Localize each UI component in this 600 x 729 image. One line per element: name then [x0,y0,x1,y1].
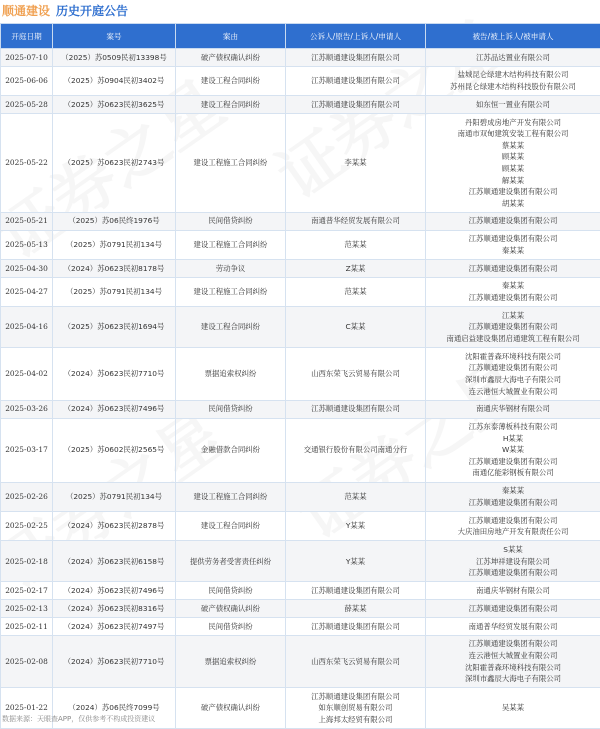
defendant-name: 连云港恒大城置业有限公司 [428,650,598,662]
table-row [1,635,600,688]
plaintiffs-cell [286,512,426,541]
defendants-cell [426,418,600,482]
plaintiff-name: 薛某某 [288,603,423,615]
table-row [1,600,600,618]
case-number: （2024）苏0623民初7710号 [53,348,176,401]
defendants-cell [426,617,600,635]
plaintiffs-cell [286,688,426,729]
plaintiff-name: 上海邦太经贸有限公司 [288,714,423,726]
data-source-note: 数据来源：天眼查APP，仅供参考不构成投资建议 [2,714,155,724]
table-row [1,512,600,541]
company-name: 顺通建设 [2,4,50,18]
column-header-defendants: 被告/被上诉人/被申请人 [426,24,600,49]
defendant-name: 江苏顺通建设集团有限公司 [428,638,598,650]
defendant-name: 深圳市鑫辰大海电子有限公司 [428,374,598,386]
hearing-date: 2025-05-21 [1,212,53,230]
table-body [1,49,600,729]
plaintiff-name: 如东顺创贸易有限公司 [288,702,423,714]
case-number: （2024）苏0623民初7497号 [53,617,176,635]
table-row [1,307,600,348]
defendant-name: 丹阳碧成房地产开发有限公司 [428,117,598,129]
hearing-announcements-table [0,23,600,729]
defendants-cell [426,635,600,688]
plaintiff-name: 范某某 [288,239,423,251]
plaintiffs-cell [286,212,426,230]
table-row [1,49,600,67]
defendant-name: 解某某 [428,175,598,187]
table-row [1,96,600,114]
hearing-date: 2025-02-26 [1,482,53,511]
defendants-cell [426,49,600,67]
defendant-name: 连云港恒大城置业有限公司 [428,386,598,398]
defendants-cell [426,482,600,511]
defendant-name: 南通市双甸建筑安装工程有限公司 [428,128,598,140]
defendant-name: 蔡某某 [428,140,598,152]
hearing-date: 2025-03-17 [1,418,53,482]
defendant-name: 南通普华经贸发展有限公司 [428,621,598,633]
defendants-cell [426,113,600,212]
defendants-cell [426,212,600,230]
defendants-cell [426,541,600,582]
defendant-name: 江苏顺通建设集团有限公司 [428,292,598,304]
case-cause: 破产债权确认纠纷 [176,688,286,729]
plaintiff-name: Z某某 [288,263,423,275]
defendants-cell [426,96,600,114]
case-number: （2025）苏0791民初134号 [53,277,176,306]
defendant-name: 江苏顺通建设集团有限公司 [428,515,598,527]
case-number: （2025）苏0623民初3625号 [53,96,176,114]
plaintiffs-cell [286,635,426,688]
plaintiff-name: 江苏顺通建设集团有限公司 [288,75,423,87]
case-number: （2025）苏0623民初1694号 [53,307,176,348]
defendant-name: 沈阳霍普森环境科技有限公司 [428,662,598,674]
defendant-name: 顾某某 [428,151,598,163]
defendant-name: S某某 [428,544,598,556]
defendant-name: 江苏顺通建设集团有限公司 [428,456,598,468]
hearing-date: 2025-02-25 [1,512,53,541]
case-cause: 建设工程合同纠纷 [176,96,286,114]
case-number: （2024）苏0623民初7496号 [53,582,176,600]
case-cause: 建设工程施工合同纠纷 [176,482,286,511]
case-number: （2025）苏0791民初134号 [53,482,176,511]
column-header-date: 开庭日期 [1,24,53,49]
hearing-date: 2025-06-06 [1,66,53,95]
case-cause: 建设工程施工合同纠纷 [176,230,286,259]
plaintiffs-cell [286,617,426,635]
hearing-date: 2025-05-28 [1,96,53,114]
hearing-date: 2025-02-18 [1,541,53,582]
section-title: 历史开庭公告 [56,4,128,18]
defendant-name: 秦某某 [428,485,598,497]
case-number: （2025）苏0623民初2743号 [53,113,176,212]
hearing-date: 2025-02-11 [1,617,53,635]
defendants-cell [426,260,600,278]
case-cause: 破产债权确认纠纷 [176,600,286,618]
defendants-cell [426,688,600,729]
defendant-name: 江苏坤祥建设有限公司 [428,556,598,568]
plaintiff-name: 李某某 [288,157,423,169]
plaintiff-name: 南通普华经贸发展有限公司 [288,215,423,227]
case-cause: 建设工程施工合同纠纷 [176,113,286,212]
plaintiff-name: 江苏顺通建设集团有限公司 [288,52,423,64]
case-number: （2024）苏0623民初7496号 [53,400,176,418]
defendants-cell [426,512,600,541]
defendant-name: 江某某 [428,310,598,322]
defendant-name: 胡某某 [428,198,598,210]
plaintiffs-cell [286,400,426,418]
case-number: （2025）苏0509民初13398号 [53,49,176,67]
defendant-name: 南通亿能彩钢板有限公司 [428,467,598,479]
defendant-name: 秦某某 [428,245,598,257]
defendants-cell [426,600,600,618]
defendants-cell [426,277,600,306]
defendant-name: 苏州昆仑绿建木结构科技股份有限公司 [428,81,598,93]
defendant-name: H某某 [428,433,598,445]
defendants-cell [426,307,600,348]
table-row [1,212,600,230]
defendant-name: 如东恒一置业有限公司 [428,99,598,111]
case-cause: 金融借款合同纠纷 [176,418,286,482]
plaintiffs-cell [286,418,426,482]
case-number: （2024）苏0623民初8178号 [53,260,176,278]
defendant-name: 江苏顺通建设集团有限公司 [428,263,598,275]
defendant-name: 南通庆华钢材有限公司 [428,403,598,415]
plaintiffs-cell [286,482,426,511]
plaintiffs-cell [286,582,426,600]
case-cause: 劳动争议 [176,260,286,278]
plaintiff-name: 江苏顺通建设集团有限公司 [288,585,423,597]
defendant-name: 江苏顺通建设集团有限公司 [428,186,598,198]
case-cause: 民间借贷纠纷 [176,212,286,230]
defendants-cell [426,582,600,600]
defendant-name: 江苏东泰薄板科技有限公司 [428,421,598,433]
plaintiffs-cell [286,49,426,67]
plaintiffs-cell [286,113,426,212]
hearing-date: 2025-04-02 [1,348,53,401]
case-cause: 建设工程合同纠纷 [176,512,286,541]
defendant-name: W某某 [428,444,598,456]
case-number: （2024）苏0623民初2878号 [53,512,176,541]
case-number: （2024）苏06民终7099号 [53,688,176,729]
case-number: （2024）苏0623民初8316号 [53,600,176,618]
plaintiffs-cell [286,600,426,618]
table-row [1,277,600,306]
case-number: （2025）苏06民终1976号 [53,212,176,230]
case-cause: 破产债权确认纠纷 [176,49,286,67]
case-cause: 票据追索权纠纷 [176,348,286,401]
plaintiffs-cell [286,307,426,348]
table-row [1,113,600,212]
plaintiff-name: Y某某 [288,556,423,568]
plaintiff-name: 范某某 [288,491,423,503]
hearing-date: 2025-05-13 [1,230,53,259]
table-row [1,66,600,95]
defendant-name: 南通启益建设集团启通建筑工程有限公司 [428,333,598,345]
plaintiffs-cell [286,260,426,278]
defendant-name: 吴某某 [428,702,598,714]
plaintiffs-cell [286,277,426,306]
column-header-cause: 案由 [176,24,286,49]
table-row [1,230,600,259]
plaintiff-name: 交通银行股份有限公司南通分行 [288,444,423,456]
plaintiff-name: Y某某 [288,520,423,532]
plaintiff-name: 江苏顺通建设集团有限公司 [288,621,423,633]
table-row [1,541,600,582]
hearing-date: 2025-04-27 [1,277,53,306]
plaintiff-name: 山西东荣飞云贸易有限公司 [288,656,423,668]
hearing-date: 2025-02-13 [1,600,53,618]
hearing-date: 2025-04-30 [1,260,53,278]
defendant-name: 江苏顺通建设集团有限公司 [428,321,598,333]
plaintiffs-cell [286,96,426,114]
table-row [1,348,600,401]
plaintiff-name: 山西东荣飞云贸易有限公司 [288,368,423,380]
hearing-date: 2025-02-08 [1,635,53,688]
defendant-name: 江苏顺通建设集团有限公司 [428,497,598,509]
plaintiff-name: 江苏顺通建设集团有限公司 [288,403,423,415]
plaintiffs-cell [286,230,426,259]
case-number: （2024）苏0623民初7710号 [53,635,176,688]
plaintiffs-cell [286,541,426,582]
defendant-name: 江苏顺通建设集团有限公司 [428,603,598,615]
defendant-name: 大庆油田房地产开发有限责任公司 [428,526,598,538]
table-row [1,400,600,418]
case-cause: 民间借贷纠纷 [176,582,286,600]
case-number: （2025）苏0791民初134号 [53,230,176,259]
case-number: （2025）苏0602民初2565号 [53,418,176,482]
case-cause: 提供劳务者受害责任纠纷 [176,541,286,582]
table-row [1,260,600,278]
case-cause: 民间借贷纠纷 [176,400,286,418]
column-header-plaintiffs: 公诉人/原告/上诉人/申请人 [286,24,426,49]
case-number: （2024）苏0623民初6158号 [53,541,176,582]
hearing-date: 2025-07-10 [1,49,53,67]
defendants-cell [426,400,600,418]
hearing-date: 2025-01-22 [1,688,53,729]
defendant-name: 江苏顺通建设集团有限公司 [428,362,598,374]
plaintiffs-cell [286,348,426,401]
plaintiff-name: 江苏顺通建设集团有限公司 [288,99,423,111]
case-cause: 建设工程合同纠纷 [176,66,286,95]
defendant-name: 江苏顺通建设集团有限公司 [428,567,598,579]
hearing-date: 2025-03-26 [1,400,53,418]
defendant-name: 秦某某 [428,280,598,292]
defendant-name: 江苏顺通建设集团有限公司 [428,233,598,245]
table-header-row [1,24,600,49]
column-header-case-no: 案号 [53,24,176,49]
table-row [1,582,600,600]
defendant-name: 盐城昆仑绿建木结构科技有限公司 [428,69,598,81]
defendant-name: 深圳市鑫辰大海电子有限公司 [428,673,598,685]
table-row [1,418,600,482]
case-cause: 建设工程合同纠纷 [176,307,286,348]
case-cause: 票据追索权纠纷 [176,635,286,688]
defendant-name: 江苏顺通建设集团有限公司 [428,215,598,227]
defendant-name: 南通庆华钢材有限公司 [428,585,598,597]
case-cause: 建设工程施工合同纠纷 [176,277,286,306]
defendant-name: 江苏品达置业有限公司 [428,52,598,64]
hearing-date: 2025-05-22 [1,113,53,212]
plaintiffs-cell [286,66,426,95]
case-cause: 民间借贷纠纷 [176,617,286,635]
plaintiff-name: C某某 [288,321,423,333]
table-row [1,482,600,511]
plaintiff-name: 江苏顺通建设集团有限公司 [288,691,423,703]
case-number: （2025）苏0904民初3402号 [53,66,176,95]
defendants-cell [426,348,600,401]
table-row [1,617,600,635]
hearing-date: 2025-04-16 [1,307,53,348]
defendants-cell [426,66,600,95]
defendant-name: 顾某某 [428,163,598,175]
hearing-date: 2025-02-17 [1,582,53,600]
plaintiff-name: 范某某 [288,286,423,298]
defendants-cell [426,230,600,259]
page-title [2,2,128,19]
defendant-name: 沈阳霍普森环境科技有限公司 [428,351,598,363]
